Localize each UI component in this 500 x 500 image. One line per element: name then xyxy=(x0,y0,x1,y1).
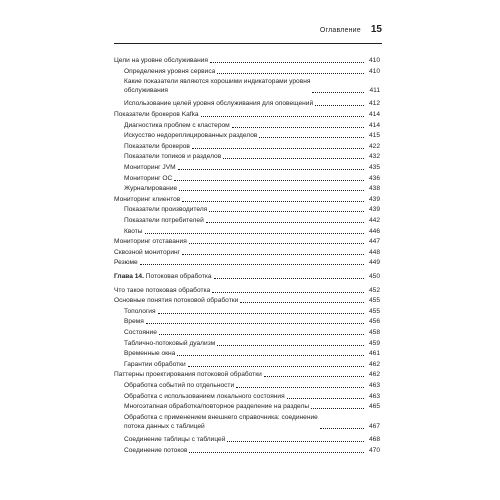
toc-page-number: 410 xyxy=(368,67,380,75)
toc-entry-label: Гарантии обработки xyxy=(124,360,186,368)
toc-entry[interactable] xyxy=(114,286,380,295)
toc-entry-label: Многоэтапная обработка/повторное разделение на разделы xyxy=(124,403,310,411)
toc-page-number: 436 xyxy=(368,174,380,182)
dot-leader xyxy=(217,345,364,346)
toc-entry-label: Время xyxy=(124,318,144,326)
dot-leader xyxy=(178,169,364,170)
toc-page-number: 462 xyxy=(368,371,380,379)
toc-entry[interactable] xyxy=(114,237,380,246)
toc-entry[interactable] xyxy=(124,413,380,431)
toc-entry[interactable] xyxy=(114,296,380,305)
dot-leader xyxy=(240,302,364,303)
toc-page-number: 459 xyxy=(368,339,380,347)
dot-leader xyxy=(217,73,364,74)
toc-entry-label-line: Обработка с применением внешнего справочника: соединение xyxy=(124,413,318,421)
dot-leader xyxy=(189,452,364,453)
toc-entry[interactable] xyxy=(124,446,380,455)
toc-entry-label-line: Какие показатели являются хорошими индикаторами уровня xyxy=(124,78,311,86)
toc-entry-label: Основные понятия потоковой обработки xyxy=(114,297,239,305)
toc-page-number: 414 xyxy=(368,121,380,129)
toc-page-number: 456 xyxy=(368,318,380,326)
toc-page-number: 461 xyxy=(368,350,380,358)
toc-entry[interactable] xyxy=(124,67,380,76)
toc-entry[interactable] xyxy=(124,77,380,95)
chapter-number: Глава 14. xyxy=(114,273,144,280)
toc-page-number: 412 xyxy=(368,100,380,108)
toc-page-number: 435 xyxy=(368,164,380,171)
dot-leader xyxy=(177,355,364,356)
toc-entry-label: Что такое потоковая обработка xyxy=(114,286,211,294)
toc-page-number: 463 xyxy=(368,392,380,400)
dot-leader xyxy=(159,334,364,335)
toc-entry-label: Соединение таблицы с таблицей xyxy=(124,436,226,443)
toc-page-number: 414 xyxy=(368,111,380,118)
toc-entry[interactable] xyxy=(114,258,380,267)
dot-leader xyxy=(223,158,364,159)
dot-leader xyxy=(189,243,364,244)
toc-entry[interactable] xyxy=(124,131,380,140)
toc-entry-label: Искусство недореплицированных разделов xyxy=(124,132,258,140)
toc-entry[interactable] xyxy=(114,370,380,379)
toc-entry-label-line: обслуживания xyxy=(124,87,168,95)
toc-entry-label xyxy=(124,77,310,95)
dot-leader xyxy=(188,366,364,367)
toc-entry-label: Использование целей уровня обслуживания для оповещений xyxy=(124,100,314,108)
toc-entry[interactable] xyxy=(124,121,380,130)
toc-chapter-entry[interactable] xyxy=(114,272,380,281)
toc-page-number: 455 xyxy=(368,297,380,305)
toc-page-number: 470 xyxy=(368,446,380,454)
toc-entry[interactable] xyxy=(124,99,380,108)
dot-leader xyxy=(227,441,364,442)
toc-entry[interactable] xyxy=(124,381,380,390)
dot-leader xyxy=(140,264,364,265)
toc-page-number: 439 xyxy=(368,195,380,203)
dot-leader xyxy=(158,313,364,314)
toc-entry[interactable] xyxy=(124,227,380,236)
page-number: 15 xyxy=(370,24,382,35)
toc-entry-label: Паттерны проектирования потоковой обработки xyxy=(114,371,262,379)
toc-entry-label xyxy=(124,413,318,431)
dot-leader xyxy=(182,201,364,202)
toc-entry[interactable] xyxy=(124,339,380,348)
dot-leader xyxy=(311,408,364,409)
dot-leader xyxy=(264,376,364,377)
dot-leader xyxy=(206,222,364,223)
toc-page-number: 452 xyxy=(368,286,380,294)
toc-entry-label: Резюме xyxy=(114,259,138,267)
dot-leader xyxy=(214,278,364,279)
toc-entry[interactable] xyxy=(114,248,380,257)
toc-page-number: 410 xyxy=(368,57,380,64)
toc-entry[interactable] xyxy=(124,152,380,161)
toc-entry-label: Показатели топиков и разделов xyxy=(124,153,222,161)
toc-entry-label: Показатели производителя xyxy=(124,206,208,214)
dot-leader xyxy=(182,254,364,255)
toc-entry-label: Мониторинг отставания xyxy=(114,238,187,246)
toc-entry-label: Таблично-потоковый дуализм xyxy=(124,339,216,347)
toc-entry-label: Временные окна xyxy=(124,350,176,358)
toc-entry[interactable] xyxy=(114,56,380,65)
dot-leader xyxy=(179,190,364,191)
dot-leader xyxy=(287,398,364,399)
toc-page-number: 450 xyxy=(368,273,380,280)
toc-page-number: 455 xyxy=(368,307,380,315)
toc-page-number: 462 xyxy=(368,360,380,368)
dot-leader xyxy=(315,105,364,106)
toc-page-number: 446 xyxy=(368,227,380,235)
toc-entry[interactable] xyxy=(124,435,380,444)
toc-page-number: 458 xyxy=(368,329,380,336)
running-head-title: Оглавление xyxy=(319,27,361,34)
toc-entry-label: Соединение потоков xyxy=(124,446,188,454)
toc-entry-label: Топология xyxy=(124,307,156,315)
toc-entry-label: Мониторинг ОС xyxy=(124,174,173,182)
toc-entry[interactable] xyxy=(124,360,380,369)
dot-leader xyxy=(320,428,364,429)
dot-leader xyxy=(210,62,364,63)
toc-entry[interactable] xyxy=(124,174,380,183)
dot-leader xyxy=(201,116,364,117)
toc-page-number: 415 xyxy=(368,132,380,140)
dot-leader xyxy=(259,137,364,138)
toc-entry-label: Обработка с использованием локального состояния xyxy=(124,392,285,400)
toc-entry-label: Состояние xyxy=(124,329,157,336)
toc-page-number: 438 xyxy=(368,185,380,193)
dot-leader xyxy=(174,180,364,181)
dot-leader xyxy=(209,211,364,212)
dot-leader xyxy=(146,323,364,324)
toc-entry[interactable] xyxy=(124,163,380,172)
dot-leader xyxy=(312,92,364,93)
toc-entry[interactable] xyxy=(124,317,380,326)
toc-entry[interactable] xyxy=(124,216,380,225)
toc-entry-label: Показатели брокеров xyxy=(124,142,190,150)
toc-entry[interactable] xyxy=(124,142,380,151)
toc-page-number: 465 xyxy=(368,403,380,411)
toc-entry-label: Определения уровня сервиса xyxy=(124,67,216,75)
toc-entry[interactable] xyxy=(124,184,380,193)
toc-entry-label: Сквозной мониторинг xyxy=(114,248,181,256)
chapter-title: Потоковая обработка xyxy=(145,273,212,280)
toc-entry-label: Мониторинг JVM xyxy=(124,164,176,171)
toc-entry-label: Показатели брокеров Kafka xyxy=(114,111,199,118)
toc-page-number: 411 xyxy=(369,87,380,95)
toc-page-number: 449 xyxy=(368,259,380,267)
toc-entry-label: Мониторинг клиентов xyxy=(114,195,181,203)
toc-entry-label: Диагностика проблем с кластером xyxy=(124,121,230,129)
toc-entry-label: Журналирование xyxy=(124,185,178,193)
dot-leader xyxy=(192,148,364,149)
toc-page-number: 439 xyxy=(368,206,380,214)
toc-entry[interactable] xyxy=(114,110,380,119)
toc-entry[interactable] xyxy=(124,392,380,401)
toc-entry[interactable] xyxy=(124,349,380,358)
toc-entry[interactable] xyxy=(124,328,380,337)
toc-entry[interactable] xyxy=(124,402,380,411)
toc-page-number: 432 xyxy=(368,153,380,161)
dot-leader xyxy=(236,387,364,388)
toc-entry[interactable] xyxy=(124,205,380,214)
toc-entry-label: Обработка событий по отдельности xyxy=(124,382,235,389)
toc-page-number: 468 xyxy=(368,436,380,443)
toc-entry-label xyxy=(114,272,212,281)
toc-page-number: 442 xyxy=(368,217,380,224)
toc-entry-label-line: потока данных с таблицей xyxy=(124,422,205,430)
dot-leader xyxy=(212,292,364,293)
toc-page-number: 447 xyxy=(368,238,380,246)
dot-leader xyxy=(145,233,364,234)
toc-entry-label: Квоты xyxy=(124,227,143,235)
toc-page-number: 422 xyxy=(368,142,380,150)
toc-page-number: 467 xyxy=(368,422,380,430)
toc-page-number: 463 xyxy=(368,382,380,389)
toc-entry[interactable] xyxy=(124,307,380,316)
toc-entry[interactable] xyxy=(114,195,380,204)
toc-entry-label: Цели на уровне обслуживания xyxy=(114,57,208,64)
toc-page-number: 448 xyxy=(368,248,380,256)
dot-leader xyxy=(232,127,364,128)
toc-entry-label: Показатели потребителей xyxy=(124,217,204,224)
